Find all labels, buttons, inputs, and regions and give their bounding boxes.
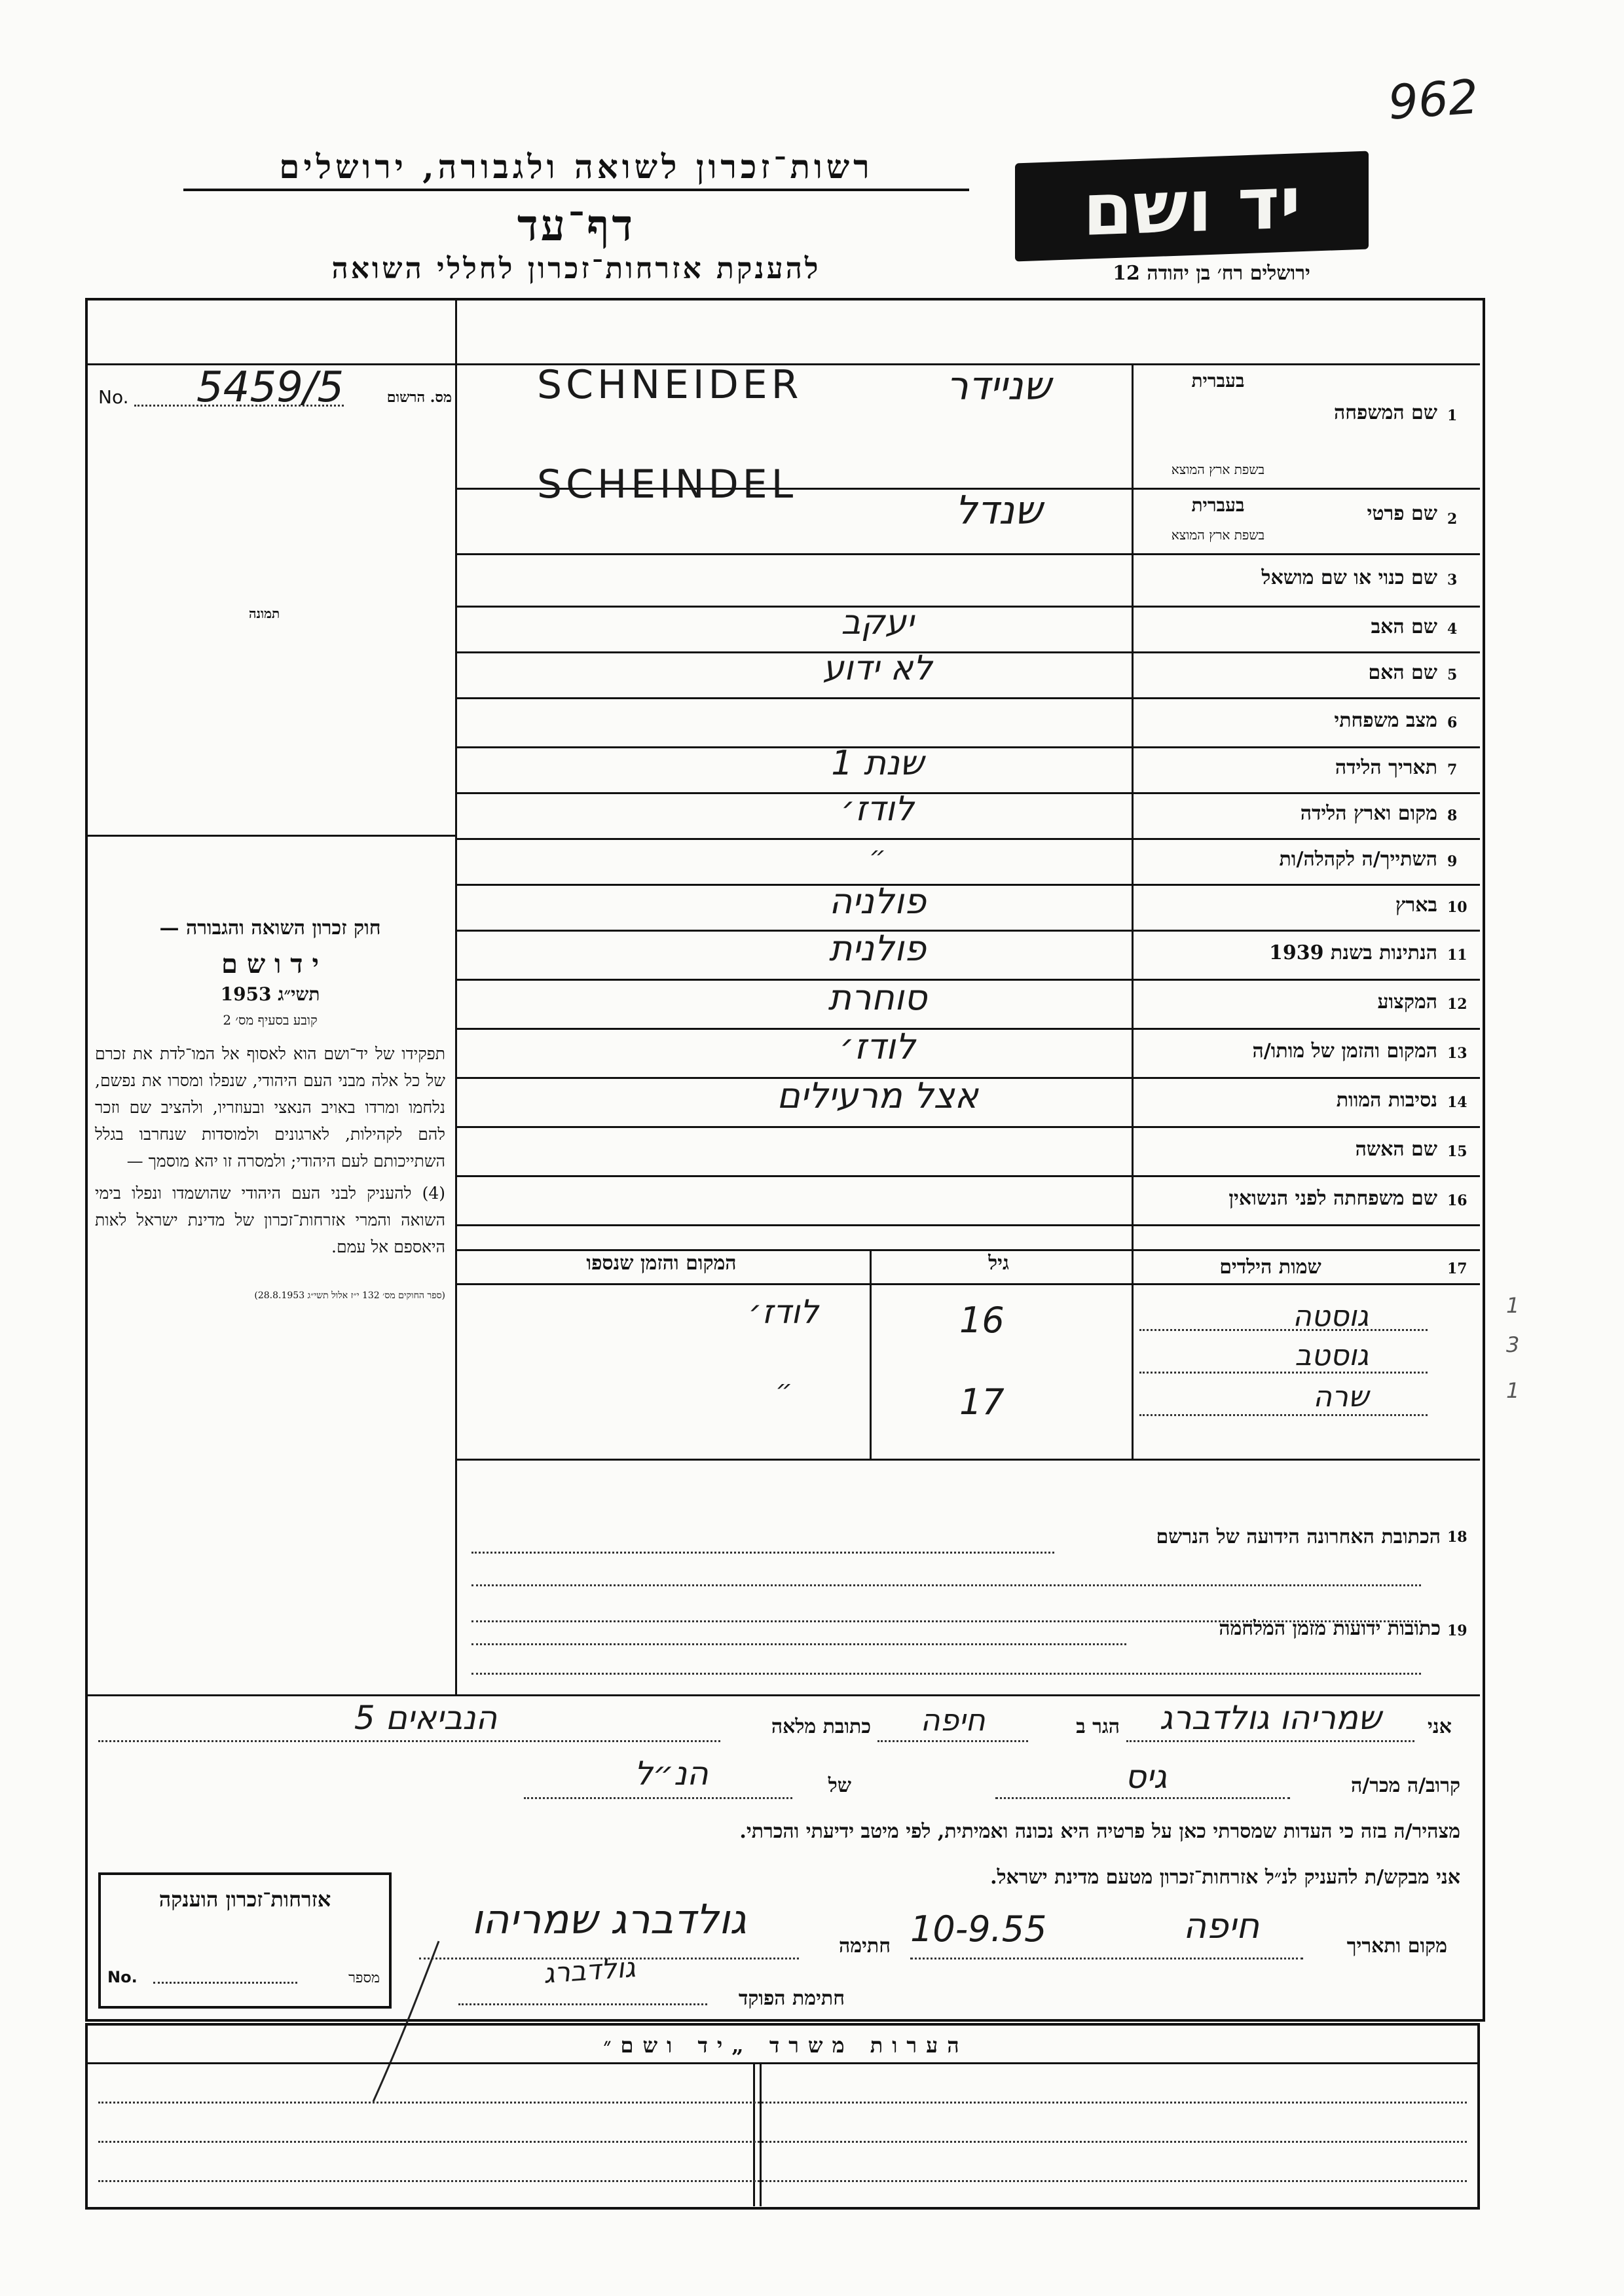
official-signature-label: חתימת הפוקד	[738, 1987, 845, 2010]
of-value: הנ״ל	[634, 1755, 709, 1793]
law-title: חוק זכרון השואה והגבורה —	[159, 917, 381, 939]
field-5-value: לא ידוע	[822, 649, 932, 688]
field-14-value: אצל מרעילים	[777, 1075, 978, 1116]
field-5-label: שם האם	[1368, 661, 1437, 684]
field-1-sub-origin: בשפת ארץ המוצא	[1171, 462, 1265, 477]
registration-no-label: No.	[98, 386, 129, 408]
photo-label: תמונה	[249, 606, 280, 621]
field-1-label: שם המשפחה	[1333, 401, 1437, 424]
field-13-number: 13	[1447, 1044, 1467, 1062]
field-4-label: שם האב	[1371, 615, 1437, 638]
full-address: הנביאים 5	[354, 1699, 498, 1737]
children-col-place: המקום והזמן שנספו	[586, 1252, 737, 1275]
field-2-hebrew-value: שנדל	[955, 488, 1043, 534]
law-ref: קובע בסעיף מס׳ 2	[223, 1012, 318, 1028]
field-2-sub-origin: בשפת ארץ המוצא	[1171, 527, 1265, 543]
registration-number: 5459/5	[196, 363, 344, 412]
field-11-value: פולנית	[828, 928, 927, 969]
field-2-label: שם פרטי	[1367, 502, 1437, 525]
field-18-text: הכתובת האחרונה הידועה של הנרשם	[1156, 1525, 1441, 1548]
field-10-value: פולניה	[828, 880, 927, 922]
field-10-label: בארץ	[1395, 894, 1437, 917]
place-date-label: מקום ותאריך	[1346, 1935, 1447, 1958]
field-3-number: 3	[1447, 572, 1458, 589]
remarks-title: הערות משרד „יד ושם״	[603, 2033, 969, 2058]
law-box	[95, 917, 445, 1302]
grant-box	[98, 1872, 392, 2009]
children-col-age: גיל	[988, 1252, 1009, 1275]
relative-label: קרוב/ה מכר/ה	[1351, 1774, 1460, 1797]
margin-mark-3: 1	[1506, 1378, 1520, 1403]
resides-label: הגר ב	[1076, 1715, 1120, 1738]
child-name-2: גוסטב	[1295, 1339, 1369, 1372]
field-19-text: כתובות ידועות מזמן המלחמה	[1219, 1617, 1441, 1640]
decl-ani: אני	[1428, 1715, 1452, 1738]
field-6-number: 6	[1447, 714, 1458, 731]
margin-mark-1: 1	[1506, 1293, 1520, 1318]
header-address: ירושלים רח׳ בן יהודה 12	[1113, 262, 1310, 285]
children-col-names: שמות הילדים	[1219, 1256, 1321, 1279]
field-17-number: 17	[1447, 1260, 1467, 1277]
resides-in: חיפה	[920, 1702, 986, 1738]
law-name: י ד ו ש ם	[221, 949, 319, 979]
field-7-label: תאריך הלידה	[1335, 756, 1437, 779]
field-2-sub-hebrew: בעברית	[1191, 494, 1245, 516]
field-18-number: 18	[1447, 1529, 1467, 1546]
child-name-3: שרה	[1313, 1380, 1369, 1413]
field-7-number: 7	[1447, 761, 1458, 778]
field-11-label: הנתינות בשנת 1939	[1268, 941, 1437, 964]
declarant-name: שמריהו גולדברג	[1159, 1699, 1382, 1737]
declaration-request: אני מבקש/ת להעניק לנ״ל אזרחות־זכרון מטעם מדינת ישראל.	[990, 1866, 1460, 1889]
grant-box-title: אזרחות־זכרון הוענקה	[158, 1887, 331, 1912]
field-16-number: 16	[1447, 1192, 1467, 1209]
field-14-label: נסיבות המוות	[1336, 1088, 1437, 1112]
grant-no: No.	[107, 1968, 138, 1986]
margin-mark-2: 3	[1506, 1332, 1520, 1357]
date: 10-9.55	[910, 1908, 1047, 1950]
field-9-label: השתייך/ה לקהלה/ות	[1279, 848, 1437, 871]
field-13-label: המקום והזמן של מותו/ה	[1252, 1039, 1437, 1063]
field-12-number: 12	[1447, 995, 1467, 1013]
field-6-label: מצב משפחתי	[1334, 708, 1437, 732]
signature: גולדברג שמריהו	[471, 1895, 747, 1943]
full-address-label: כתובת מלאה	[771, 1715, 871, 1738]
declaration-statement: מצהיר/ה בזה כי העדות שמסרתי כאן על פרטיה היא נכונה ואמיתית, לפי מיטב ידיעתי והכרתי.	[739, 1820, 1460, 1843]
field-12-value: סוחרת	[828, 977, 927, 1018]
yad-vashem-logo	[1015, 151, 1369, 262]
field-1-latin-value: SCHNEIDER	[537, 362, 803, 408]
field-12-label: המקצוע	[1377, 990, 1437, 1013]
field-9-value: ״	[869, 841, 886, 871]
place: חיפה	[1183, 1905, 1260, 1946]
child-name-1: גוסטה	[1293, 1300, 1369, 1333]
field-3-label: שם כנוי או שם מושאל	[1261, 566, 1437, 589]
field-11-number: 11	[1447, 946, 1467, 964]
form-title: דף־עד	[517, 200, 636, 251]
law-paragraph-2: (4) להעניק לבני העם היהודי שהושמדו ונפלו בימי השואה והמרי אזרחות־זכרון של מדינת ישראל לאות היאספם אל עמם.	[95, 1184, 445, 1256]
field-4-number: 4	[1447, 621, 1458, 638]
field-16-label: שם משפחתה לפני הנשואין	[1228, 1186, 1437, 1210]
field-19-number: 19	[1447, 1622, 1467, 1639]
remarks-frame	[85, 2023, 1480, 2210]
field-15-label: שם האשה	[1355, 1137, 1437, 1161]
child-age-1: 16	[959, 1300, 1005, 1341]
field-2-latin-value: SCHEINDEL	[537, 462, 798, 507]
logo-text: יד ושם	[1082, 160, 1301, 252]
field-5-number: 5	[1447, 666, 1458, 683]
authority-title: רשות־זכרון לשואה ולגבורה, ירושלים	[183, 147, 969, 191]
relation: גיס	[1124, 1758, 1168, 1796]
field-1-hebrew-value: שניידר	[946, 363, 1051, 409]
field-2-number: 2	[1447, 511, 1458, 528]
of-label: של	[828, 1774, 851, 1797]
child-place-1: לודז׳	[748, 1293, 819, 1331]
field-15-number: 15	[1447, 1142, 1467, 1160]
form-subtitle: להענקת אזרחות־זכרון לחללי השואה	[331, 252, 821, 285]
registration-label: מס. הרשום	[386, 389, 452, 406]
child-place-3: ״	[775, 1375, 792, 1405]
field-18-label	[851, 1525, 1441, 1548]
law-year: תשי״ג 1953	[220, 983, 320, 1005]
page-number: 962	[1386, 69, 1481, 130]
field-10-number: 10	[1447, 899, 1467, 916]
official-signature: גולדברג	[542, 1951, 637, 1990]
field-1-sub-hebrew: בעברית	[1191, 370, 1245, 392]
field-4-value: יעקב	[841, 603, 914, 642]
field-1-number: 1	[1447, 407, 1458, 424]
law-footnote: (ספר החוקים מס׳ 132 י״ז אלול תשי״ג 28.8.1953)	[254, 1290, 445, 1301]
field-14-number: 14	[1447, 1093, 1467, 1111]
law-paragraph-1: תפקידו של יד־ושם הוא לאסוף אל המו־לדת את זכרם של כל אלה מבני העם היהודי, שנפלו ומסרו את נפשם, נלחמו ומרדו באויב הנאצי ובעוזריו, ולהציב שם וזכר להם לקהילות, לארגונים ולמוסדות שנחרבו בגלל השתייכותם לעם היהודי; ולמסרה זו יהא מוסמך —	[95, 1044, 445, 1171]
field-8-value: לודז׳	[841, 790, 914, 829]
field-8-label: מקום וארץ הלידה	[1300, 802, 1437, 825]
grant-number-label: מספר	[348, 1970, 380, 1986]
field-13-value: לודז׳	[839, 1026, 915, 1067]
field-8-number: 8	[1447, 807, 1458, 824]
field-9-number: 9	[1447, 853, 1458, 870]
field-19-label	[851, 1617, 1441, 1640]
field-7-value: שנת 1	[831, 744, 924, 783]
child-age-3: 17	[959, 1381, 1005, 1423]
signature-label: חתימה	[839, 1935, 891, 1958]
